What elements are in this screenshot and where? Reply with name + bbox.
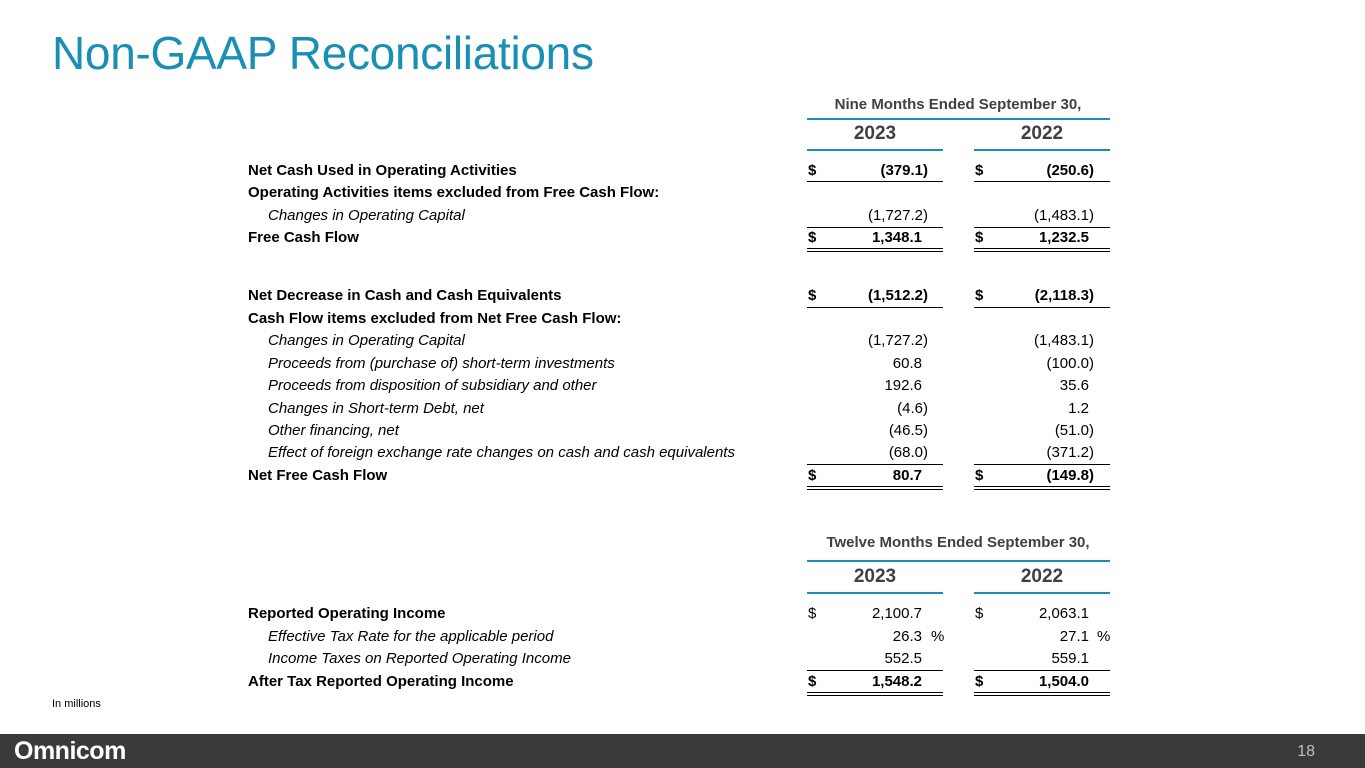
section1-year-2023: 2023 bbox=[853, 123, 897, 144]
section2-header-rule bbox=[807, 560, 1110, 562]
row-label: Free Cash Flow bbox=[248, 229, 359, 246]
section2-year-2023: 2023 bbox=[853, 566, 897, 587]
row-label: Operating Activities items excluded from Free Cash Flow: bbox=[248, 184, 660, 201]
value-2023: 26.3 bbox=[892, 628, 922, 645]
table-row bbox=[0, 330, 1365, 352]
table-row bbox=[0, 603, 1365, 625]
dollar-sign: $ bbox=[808, 467, 817, 484]
value-2022: (51.0) bbox=[1054, 422, 1094, 439]
underline bbox=[974, 227, 1110, 228]
dollar-sign: $ bbox=[975, 287, 984, 304]
double-underline bbox=[974, 486, 1110, 490]
table-row bbox=[0, 160, 1365, 182]
table-row bbox=[0, 648, 1365, 670]
section1-header-rule bbox=[807, 118, 1110, 120]
value-2022: (1,483.1) bbox=[1033, 332, 1094, 349]
table-row bbox=[0, 205, 1365, 227]
row-label: Other financing, net bbox=[268, 422, 399, 439]
dollar-sign: $ bbox=[975, 467, 984, 484]
dollar-sign: $ bbox=[975, 229, 984, 246]
section2-header: Twelve Months Ended September 30, bbox=[826, 534, 1090, 551]
percent-sign: % bbox=[1097, 628, 1111, 645]
section2-year-rule-2022 bbox=[974, 592, 1110, 594]
table-row bbox=[0, 308, 1365, 330]
table-row bbox=[0, 227, 1365, 249]
value-2022: 1,232.5 bbox=[1038, 229, 1089, 246]
row-label: Changes in Short-term Debt, net bbox=[268, 400, 484, 417]
value-2023: (379.1) bbox=[880, 162, 928, 179]
double-underline bbox=[974, 692, 1110, 696]
double-underline bbox=[807, 248, 943, 252]
value-2022: 2,063.1 bbox=[1038, 605, 1089, 622]
value-2023: (1,727.2) bbox=[867, 207, 928, 224]
section1-header: Nine Months Ended September 30, bbox=[834, 96, 1082, 113]
page-title: Non-GAAP Reconciliations bbox=[52, 27, 594, 79]
table-row bbox=[0, 398, 1365, 420]
omnicom-logo: Omnicom bbox=[14, 737, 126, 765]
value-2023: 552.5 bbox=[884, 650, 922, 667]
dollar-sign: $ bbox=[808, 673, 817, 690]
table-row bbox=[0, 465, 1365, 487]
table-row bbox=[0, 420, 1365, 442]
value-2022: 35.6 bbox=[1059, 377, 1089, 394]
value-2023: (46.5) bbox=[888, 422, 928, 439]
value-2023: (1,512.2) bbox=[867, 287, 928, 304]
value-2022: (100.0) bbox=[1046, 355, 1094, 372]
footer-bar bbox=[0, 734, 1365, 768]
table-row bbox=[0, 671, 1365, 693]
dollar-sign: $ bbox=[808, 229, 817, 246]
value-2022: (2,118.3) bbox=[1034, 287, 1094, 304]
value-2022: 559.1 bbox=[1051, 650, 1089, 667]
section1-year-rule-2023 bbox=[807, 149, 943, 151]
value-2023: 80.7 bbox=[892, 467, 922, 484]
dollar-sign: $ bbox=[975, 162, 984, 179]
section2-year-2022: 2022 bbox=[1020, 566, 1064, 587]
value-2022: 1,504.0 bbox=[1038, 673, 1089, 690]
value-2023: 192.6 bbox=[884, 377, 922, 394]
footnote: In millions bbox=[52, 698, 101, 710]
table-row bbox=[0, 442, 1365, 464]
section1-year-rule-2022 bbox=[974, 149, 1110, 151]
value-2022: (149.8) bbox=[1046, 467, 1094, 484]
page-number: 18 bbox=[1297, 743, 1315, 760]
underline bbox=[807, 227, 943, 228]
row-label: Effective Tax Rate for the applicable period bbox=[268, 628, 554, 645]
table-row bbox=[0, 375, 1365, 397]
value-2022: (250.6) bbox=[1046, 162, 1094, 179]
row-label: Net Cash Used in Operating Activities bbox=[248, 162, 517, 179]
row-label: Net Free Cash Flow bbox=[248, 467, 388, 484]
row-label: After Tax Reported Operating Income bbox=[248, 673, 514, 690]
section1-year-2022: 2022 bbox=[1020, 123, 1064, 144]
double-underline bbox=[974, 248, 1110, 252]
value-2023: (68.0) bbox=[888, 444, 928, 461]
percent-sign: % bbox=[931, 628, 945, 645]
value-2023: 1,548.2 bbox=[871, 673, 922, 690]
dollar-sign: $ bbox=[808, 162, 817, 179]
row-label: Proceeds from (purchase of) short-term investments bbox=[268, 355, 615, 372]
row-label: Reported Operating Income bbox=[248, 605, 446, 622]
dollar-sign: $ bbox=[975, 605, 984, 622]
value-2023: (1,727.2) bbox=[867, 332, 928, 349]
value-2023: 1,348.1 bbox=[871, 229, 922, 246]
table-row bbox=[0, 353, 1365, 375]
row-label: Proceeds from disposition of subsidiary and other bbox=[268, 377, 597, 394]
double-underline bbox=[807, 692, 943, 696]
double-underline bbox=[807, 486, 943, 490]
row-label: Changes in Operating Capital bbox=[268, 332, 465, 349]
value-2022: 27.1 bbox=[1059, 628, 1089, 645]
dollar-sign: $ bbox=[808, 605, 817, 622]
row-label: Income Taxes on Reported Operating Income bbox=[268, 650, 571, 667]
value-2023: 2,100.7 bbox=[871, 605, 922, 622]
value-2022: (1,483.1) bbox=[1033, 207, 1094, 224]
dollar-sign: $ bbox=[808, 287, 817, 304]
row-label: Changes in Operating Capital bbox=[268, 207, 465, 224]
dollar-sign: $ bbox=[975, 673, 984, 690]
table-row bbox=[0, 285, 1365, 307]
row-label: Net Decrease in Cash and Cash Equivalents bbox=[248, 287, 562, 304]
value-2022: 1.2 bbox=[1068, 400, 1089, 417]
value-2023: 60.8 bbox=[892, 355, 922, 372]
row-label: Cash Flow items excluded from Net Free Cash Flow: bbox=[248, 310, 622, 327]
value-2023: (4.6) bbox=[897, 400, 928, 417]
value-2022: (371.2) bbox=[1046, 444, 1094, 461]
row-label: Effect of foreign exchange rate changes on cash and cash equivalents bbox=[268, 444, 735, 461]
table-row bbox=[0, 626, 1365, 648]
table-row bbox=[0, 182, 1365, 204]
section2-year-rule-2023 bbox=[807, 592, 943, 594]
